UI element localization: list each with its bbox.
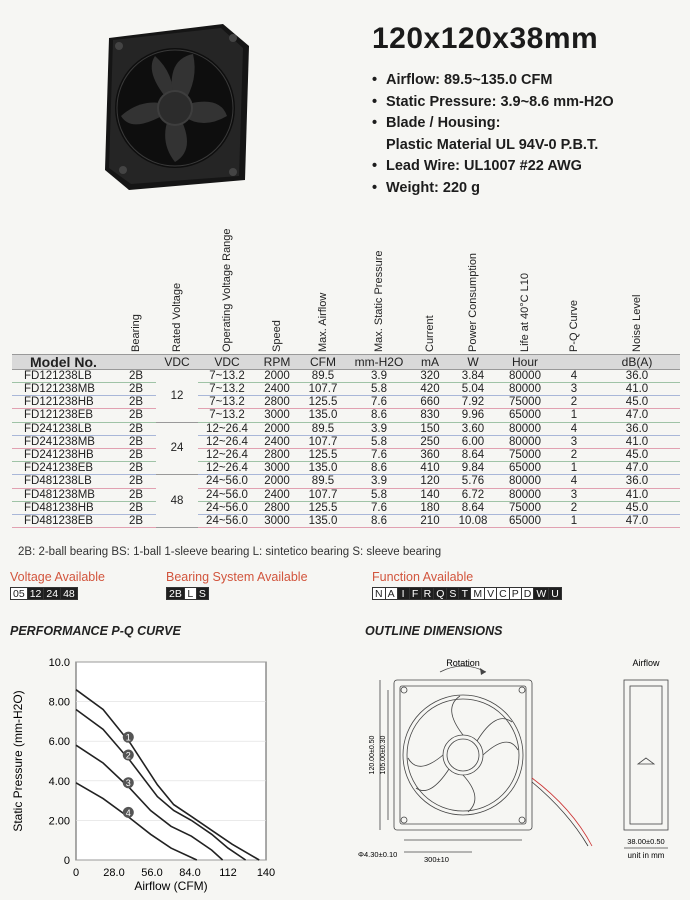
table-cell: 1 [554,462,594,475]
column-header-label: Operating Voltage Range [221,227,233,352]
table-cell: 125.5 [298,501,348,514]
table-cell: 4 [554,369,594,382]
model-cell: FD481238MB [12,488,116,501]
table-cell: 75000 [496,448,554,461]
side-view [624,680,668,830]
table-cell: 1 [554,409,594,422]
y-tick-label: 2.00 [48,815,70,828]
y-tick-label: 8.00 [48,696,70,709]
table-row [12,369,680,382]
table-cell: 80000 [496,369,554,382]
table-cell: 12~26.4 [198,435,256,448]
table-cell: 47.0 [594,514,680,527]
table-cell: 2 [554,501,594,514]
y-tick-label: 4.00 [48,775,70,788]
table-cell: 2 [554,396,594,409]
table-row [12,501,680,514]
unit-cell: RPM [256,354,298,369]
table-header-row [12,258,680,354]
rated-voltage-cell: 48 [156,475,198,528]
table-cell: 7~13.2 [198,396,256,409]
rotation-label: Rotation [446,658,480,668]
bullet-icon: • [372,179,378,196]
unit-cell [554,354,594,369]
table-cell: 80000 [496,488,554,501]
voltage-available [10,570,105,600]
unit-cell: mm-H2O [348,354,410,369]
model-cell: FD481238EB [12,514,116,527]
table-row [12,435,680,448]
function-chip: W [533,587,549,600]
table-cell: 75000 [496,396,554,409]
table-cell: 36.0 [594,475,680,488]
table-cell: 80000 [496,422,554,435]
table-row [12,514,680,527]
column-header [12,258,116,354]
spec-list [372,70,672,199]
table-cell: 5.8 [348,382,410,395]
table-row [12,396,680,409]
table-cell: 140 [410,488,450,501]
voltage-chip: 12 [27,587,45,600]
dim-120: 120.00±0.50 [369,735,376,775]
table-row [12,382,680,395]
bearing-system-title: Bearing System Available [166,570,308,584]
table-cell: 3.9 [348,422,410,435]
x-tick-label: 84.0 [179,867,201,879]
dim-depth: 38.00±0.50 [627,837,665,846]
fan-photo [103,20,251,190]
table-cell: 7~13.2 [198,382,256,395]
outline-drawing [352,648,687,898]
bullet-icon: • [372,158,378,174]
table-cell: 2B [116,369,156,382]
table-cell: 2400 [256,488,298,501]
table-cell: 24~56.0 [198,501,256,514]
dim-hole: Φ4.30±0.10 [358,850,398,859]
dim-105: 105.00±0.30 [380,735,387,775]
column-header-label: Noise Level [631,294,643,352]
pq-curve-title: PERFORMANCE P-Q CURVE [10,624,181,638]
model-cell: FD241238MB [12,435,116,448]
spec-text: Airflow: 89.5~135.0 CFM [386,72,553,88]
table-cell: 80000 [496,435,554,448]
y-tick-labels [49,657,70,867]
model-cell: FD121238EB [12,409,116,422]
table-row [12,448,680,461]
function-chip: V [484,587,497,600]
unit-cell: Hour [496,354,554,369]
model-cell: FD241238HB [12,448,116,461]
table-cell: 6.00 [450,435,496,448]
table-cell: 2 [554,448,594,461]
spec-item [372,113,672,135]
column-header [594,258,680,354]
voltage-chip: 24 [43,587,61,600]
function-chip: U [548,587,562,600]
curve-label: 3 [125,778,131,789]
table-cell: 2800 [256,396,298,409]
bearing_system-chip: L [184,587,197,600]
voltage-chip: 48 [60,587,78,600]
function-chip: P [509,587,522,600]
table-cell: 2B [116,514,156,527]
dim-lead: 300±10 [424,855,449,864]
table-cell: 3.9 [348,369,410,382]
table-cell: 320 [410,369,450,382]
table-cell: 80000 [496,475,554,488]
voltage-chip: 05 [10,587,28,600]
fan-bore [403,695,523,815]
spec-item [372,92,672,114]
table-cell: 2000 [256,422,298,435]
bearing-note: 2B: 2-ball bearing BS: 1-ball 1-sleeve bearing L: sintetico bearing S: sleeve bearing [18,546,442,558]
table-cell: 107.7 [298,488,348,501]
x-tick-label: 140 [256,867,276,879]
function-chip: Q [433,587,447,600]
table-row [12,462,680,475]
function-chip: C [496,587,510,600]
model-cell: FD241238LB [12,422,116,435]
curve-label: 4 [125,807,131,818]
table-cell: 3.84 [450,369,496,382]
table-cell: 2000 [256,369,298,382]
spec-item [372,70,672,92]
spec-text: Static Pressure: 3.9~8.6 mm-H2O [386,93,614,110]
table-cell: 2B [116,409,156,422]
column-header [450,252,496,354]
unit-label: unit in mm [627,851,665,860]
table-cell: 2800 [256,501,298,514]
table-row [12,475,680,488]
unit-cell: CFM [298,354,348,369]
table-row [12,422,680,435]
column-header-label: Bearing [130,313,142,352]
function-chip: I [397,587,410,600]
function-chip: T [458,587,471,600]
table-cell: 36.0 [594,369,680,382]
table-cell: 47.0 [594,409,680,422]
table-cell: 65000 [496,409,554,422]
bearing-system-available [166,570,308,600]
table-cell: 24~56.0 [198,475,256,488]
table-cell: 8.64 [450,448,496,461]
plot-area [76,662,266,860]
unit-cell: VDC [198,354,256,369]
table-cell: 45.0 [594,448,680,461]
function-chip: F [409,587,422,600]
table-cell: 47.0 [594,462,680,475]
table-cell: 7.6 [348,501,410,514]
model-cell: FD481238LB [12,475,116,488]
table-cell: 135.0 [298,409,348,422]
spec-text: Weight: 220 g [386,179,480,196]
column-header-label: Max. Static Pressure [373,250,385,352]
rated-voltage-cell: 24 [156,422,198,475]
table-cell: 3 [554,488,594,501]
spec-item [372,178,672,200]
table-cell: 45.0 [594,501,680,514]
y-tick-label: 10.0 [48,657,70,669]
function-chips [372,587,561,600]
table-cell: 5.04 [450,382,496,395]
table-cell: 420 [410,382,450,395]
table-cell: 180 [410,501,450,514]
function-available-title: Function Available [372,570,474,584]
spec-item [372,135,672,157]
spec-text: Blade / Housing: [386,115,501,131]
table-cell: 3000 [256,514,298,527]
y-tick-label: 0 [63,855,70,867]
function-available [372,570,561,600]
table-cell: 2B [116,422,156,435]
table-cell: 120 [410,475,450,488]
table-cell: 660 [410,396,450,409]
table-cell: 3000 [256,462,298,475]
unit-cell: VDC [156,354,198,369]
table-cell: 3.60 [450,422,496,435]
y-tick-label: 6.00 [48,736,70,749]
function-chip: D [521,587,535,600]
table-row [12,488,680,501]
y-axis-label: Static Pressure (mm-H2O) [11,690,25,832]
table-cell: 8.6 [348,462,410,475]
curve-label: 1 [125,732,131,743]
column-header [116,258,156,354]
table-cell: 5.76 [450,475,496,488]
table-cell: 8.6 [348,514,410,527]
voltage-chips [10,587,105,600]
column-header [298,258,348,354]
table-cell: 2400 [256,435,298,448]
table-cell: 830 [410,409,450,422]
table-cell: 1 [554,514,594,527]
table-cell: 7.92 [450,396,496,409]
table-cell: 107.7 [298,435,348,448]
table-cell: 10.08 [450,514,496,527]
function-chip: A [385,587,398,600]
table-cell: 2B [116,448,156,461]
bearing-chips [166,587,308,600]
frame-outline [394,680,532,830]
table-cell: 250 [410,435,450,448]
pq-chart [0,648,300,898]
spec-text: Lead Wire: UL1007 #22 AWG [386,158,582,174]
column-header [256,258,298,354]
table-cell: 24~56.0 [198,488,256,501]
spec-table [12,227,680,528]
bearing_system-chip: S [196,587,209,600]
table-cell: 2B [116,382,156,395]
table-cell: 2B [116,435,156,448]
spec-text: Plastic Material UL 94V-0 P.B.T. [386,136,599,153]
model-no-header: Model No. [12,354,116,369]
spec-item [372,156,672,178]
column-header [496,258,554,354]
table-cell: 8.6 [348,409,410,422]
table-cell: 4 [554,422,594,435]
unit-cell: mA [410,354,450,369]
column-header [156,258,198,354]
table-cell: 2400 [256,382,298,395]
x-tick-labels [73,867,275,879]
column-header [348,250,410,354]
outline-dimensions-title: OUTLINE DIMENSIONS [365,624,503,638]
column-header-label: Life at 40°C L10 [519,272,531,352]
table-row [12,409,680,422]
column-header [554,258,594,354]
table-cell: 125.5 [298,448,348,461]
table-cell: 75000 [496,501,554,514]
table-cell: 7.6 [348,448,410,461]
bullet-icon: • [372,115,378,131]
table-cell: 41.0 [594,488,680,501]
rated-voltage-cell: 12 [156,369,198,422]
table-cell: 65000 [496,462,554,475]
table-cell: 12~26.4 [198,448,256,461]
column-header-label: Power Consumption [467,252,479,352]
model-cell: FD481238HB [12,501,116,514]
x-tick-label: 112 [219,867,237,879]
table-cell: 3000 [256,409,298,422]
table-cell: 5.8 [348,435,410,448]
x-tick-label: 56.0 [141,867,163,879]
table-cell: 4 [554,475,594,488]
bearing_system-chip: 2B [166,587,185,600]
units-row [12,354,680,369]
column-header [410,258,450,354]
table-cell: 125.5 [298,396,348,409]
table-cell: 2B [116,462,156,475]
table-cell: 135.0 [298,514,348,527]
table-cell: 41.0 [594,435,680,448]
table-cell: 135.0 [298,462,348,475]
table-cell: 89.5 [298,369,348,382]
table-cell: 2B [116,488,156,501]
table-cell: 12~26.4 [198,462,256,475]
table-cell: 89.5 [298,475,348,488]
bullet-icon: • [372,93,378,110]
model-cell: FD121238HB [12,396,116,409]
column-header-label: Speed [271,319,283,352]
table-cell: 2B [116,501,156,514]
table-cell: 65000 [496,514,554,527]
table-cell: 24~56.0 [198,514,256,527]
unit-cell: W [450,354,496,369]
table-cell: 9.96 [450,409,496,422]
table-cell: 8.64 [450,501,496,514]
bullet-icon: • [372,72,378,88]
table-cell: 12~26.4 [198,422,256,435]
table-cell: 3.9 [348,475,410,488]
function-chip: M [470,587,485,600]
voltage-available-title: Voltage Available [10,570,105,584]
table-cell: 6.72 [450,488,496,501]
table-cell: 7~13.2 [198,409,256,422]
table-cell: 2000 [256,475,298,488]
model-cell: FD241238EB [12,462,116,475]
table-cell: 210 [410,514,450,527]
table-cell: 5.8 [348,488,410,501]
table-cell: 150 [410,422,450,435]
function-chip: S [446,587,459,600]
function-chip: N [372,587,386,600]
table-cell: 89.5 [298,422,348,435]
column-header-label: Rated Voltage [171,282,183,352]
model-cell: FD121238MB [12,382,116,395]
column-header-label: P-Q Curve [568,299,580,352]
table-cell: 2B [116,475,156,488]
curve-label: 2 [125,750,131,761]
table-cell: 3 [554,435,594,448]
table-cell: 2800 [256,448,298,461]
product-title: 120x120x38mm [372,22,599,55]
table-cell: 2B [116,396,156,409]
model-cell: FD121238LB [12,369,116,382]
x-tick-label: 28.0 [103,867,125,879]
table-cell: 410 [410,462,450,475]
table-cell: 107.7 [298,382,348,395]
table-cell: 45.0 [594,396,680,409]
table-cell: 41.0 [594,382,680,395]
function-chip: R [421,587,435,600]
table-cell: 9.84 [450,462,496,475]
x-axis-label: Airflow (CFM) [134,879,208,893]
x-tick-label: 0 [72,867,80,879]
table-cell: 36.0 [594,422,680,435]
column-header-label: Max. Airflow [317,292,329,352]
table-cell: 360 [410,448,450,461]
unit-cell: dB(A) [594,354,680,369]
column-header [198,227,256,354]
table-cell: 3 [554,382,594,395]
unit-cell [116,354,156,369]
table-cell: 7~13.2 [198,369,256,382]
table-cell: 80000 [496,382,554,395]
airflow-label: Airflow [632,658,660,668]
table-cell: 7.6 [348,396,410,409]
column-header-label: Current [424,314,436,352]
